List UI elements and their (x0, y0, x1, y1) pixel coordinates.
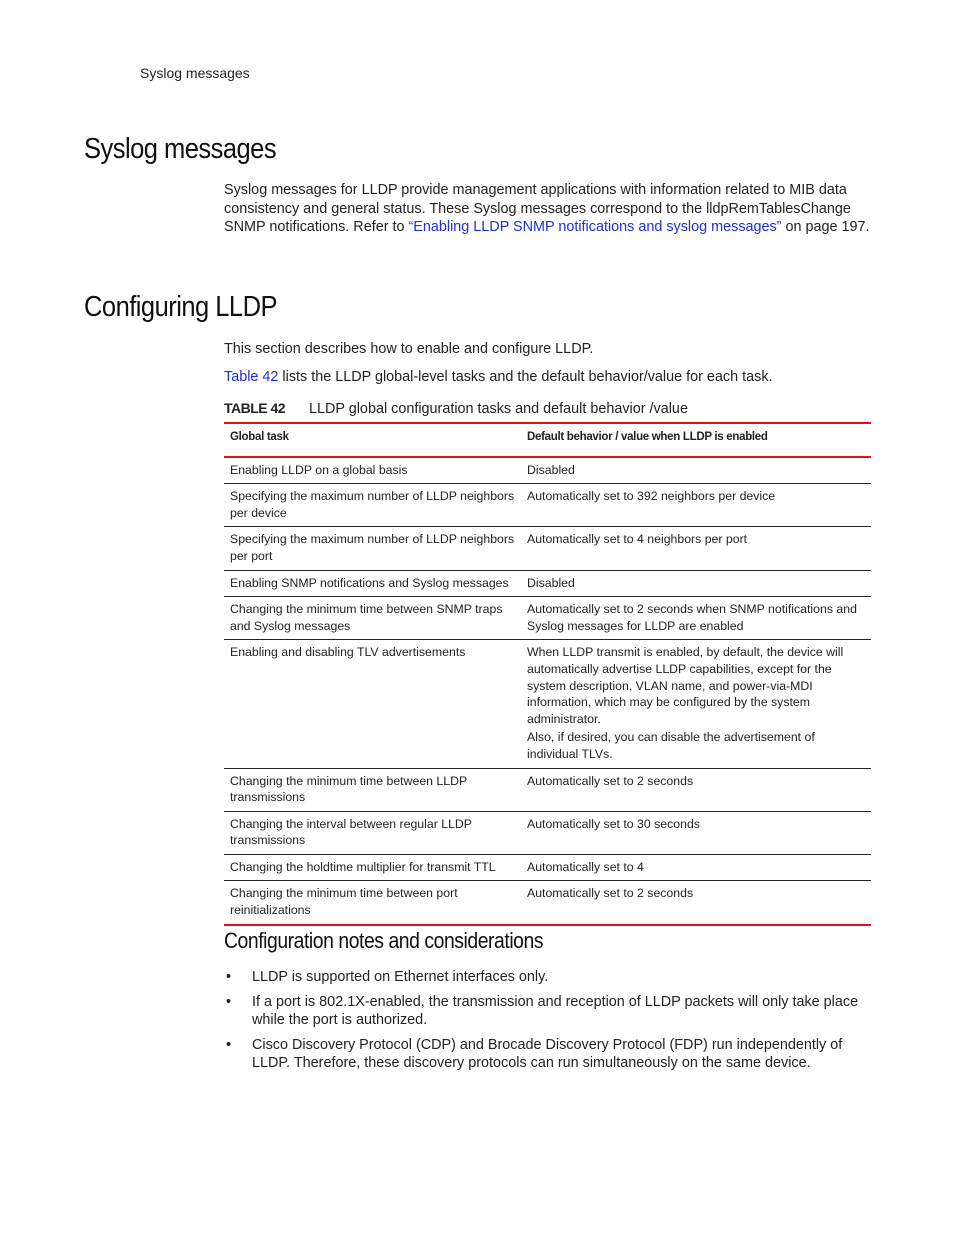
table-header-row (224, 423, 871, 457)
task-cell: Changing the minimum time between port reinitializations (224, 881, 521, 925)
note-text: If a port is 802.1X-enabled, the transmission and reception of LLDP packets will only take place while the port is authorized. (252, 993, 859, 1029)
list-item (224, 968, 864, 987)
task-cell: Enabling SNMP notifications and Syslog messages (224, 570, 521, 597)
section-title-config-notes: Configuration notes and considerations (224, 928, 544, 953)
table-row (224, 854, 871, 881)
task-cell: Changing the holdtime multiplier for transmit TTL (224, 854, 521, 881)
value-cell: Automatically set to 2 seconds when SNMP notifications and Syslog messages for LLDP are enabled (521, 597, 871, 640)
value-cell: Automatically set to 4 neighbors per port (521, 527, 871, 570)
value-cell: Automatically set to 2 seconds (521, 881, 871, 925)
enabling-lldp-snmp-link[interactable]: “Enabling LLDP SNMP notifications and syslog messages” (408, 219, 782, 236)
section-title-configuring-lldp: Configuring LLDP (84, 291, 278, 323)
task-cell: Enabling LLDP on a global basis (224, 457, 521, 484)
syslog-para-text: Syslog messages for LLDP provide management applications with information related to MIB data consistency and general status. These Syslog messages correspond to the lldpRemTablesChange SNMP notifications. Refer to (224, 182, 851, 236)
syslog-paragraph (224, 181, 874, 237)
table-row (224, 527, 871, 570)
config-notes-list (224, 968, 864, 1079)
value-cell: Disabled (521, 570, 871, 597)
task-cell: Changing the minimum time between SNMP traps and Syslog messages (224, 597, 521, 640)
table-caption (224, 400, 688, 417)
section-title-syslog: Syslog messages (84, 133, 277, 165)
list-item (224, 1036, 864, 1073)
running-head: Syslog messages (140, 65, 250, 81)
table-caption-text: LLDP global configuration tasks and default behavior /value (309, 401, 688, 417)
bullet-icon: • (226, 993, 232, 1010)
table-reference-paragraph (224, 368, 874, 387)
bullet-icon: • (226, 1036, 232, 1053)
bullet-icon: • (226, 969, 232, 985)
task-cell: Specifying the maximum number of LLDP neighbors per device (224, 484, 521, 527)
table-42-link[interactable]: Table 42 (224, 369, 279, 385)
syslog-para-suffix: on page 197. (781, 219, 870, 236)
value-para: When LLDP transmit is enabled, by default, the device will automatically advertise LLDP capabilities, except for the system description, VLAN name, and power-via-MDI information, which may be configured by the system administrator. (527, 645, 844, 726)
table-row (224, 457, 871, 484)
table-row (224, 484, 871, 527)
value-cell: Automatically set to 392 neighbors per device (521, 484, 871, 527)
table-label: TABLE 42 (224, 400, 286, 416)
value-cell: Disabled (521, 457, 871, 484)
task-cell: Changing the interval between regular LLDP transmissions (224, 811, 521, 854)
value-cell: Automatically set to 30 seconds (521, 811, 871, 854)
value-cell (521, 640, 871, 768)
value-cell: Automatically set to 2 seconds (521, 768, 871, 811)
table-row (224, 640, 871, 768)
header-default-behavior: Default behavior / value when LLDP is enabled (527, 431, 768, 443)
table-row (224, 597, 871, 640)
lldp-global-config-table (224, 422, 871, 926)
note-text: LLDP is supported on Ethernet interfaces only. (252, 969, 549, 985)
table-row (224, 811, 871, 854)
header-global-task: Global task (230, 431, 289, 443)
configuring-intro: This section describes how to enable and configure LLDP. (224, 341, 594, 357)
value-para: Also, if desired, you can disable the advertisement of individual TLVs. (527, 730, 815, 761)
table-row (224, 570, 871, 597)
task-cell: Changing the minimum time between LLDP transmissions (224, 768, 521, 811)
task-cell: Specifying the maximum number of LLDP neighbors per port (224, 527, 521, 570)
list-item (224, 993, 864, 1030)
note-text: Cisco Discovery Protocol (CDP) and Brocade Discovery Protocol (FDP) run independently of LLDP. Therefore, these discovery protocols can run simultaneously on the same device. (252, 1036, 843, 1072)
task-cell: Enabling and disabling TLV advertisements (224, 640, 521, 768)
table-ref-text: lists the LLDP global-level tasks and the default behavior/value for each task. (278, 369, 773, 385)
table-row (224, 768, 871, 811)
table-row (224, 881, 871, 925)
value-cell: Automatically set to 4 (521, 854, 871, 881)
